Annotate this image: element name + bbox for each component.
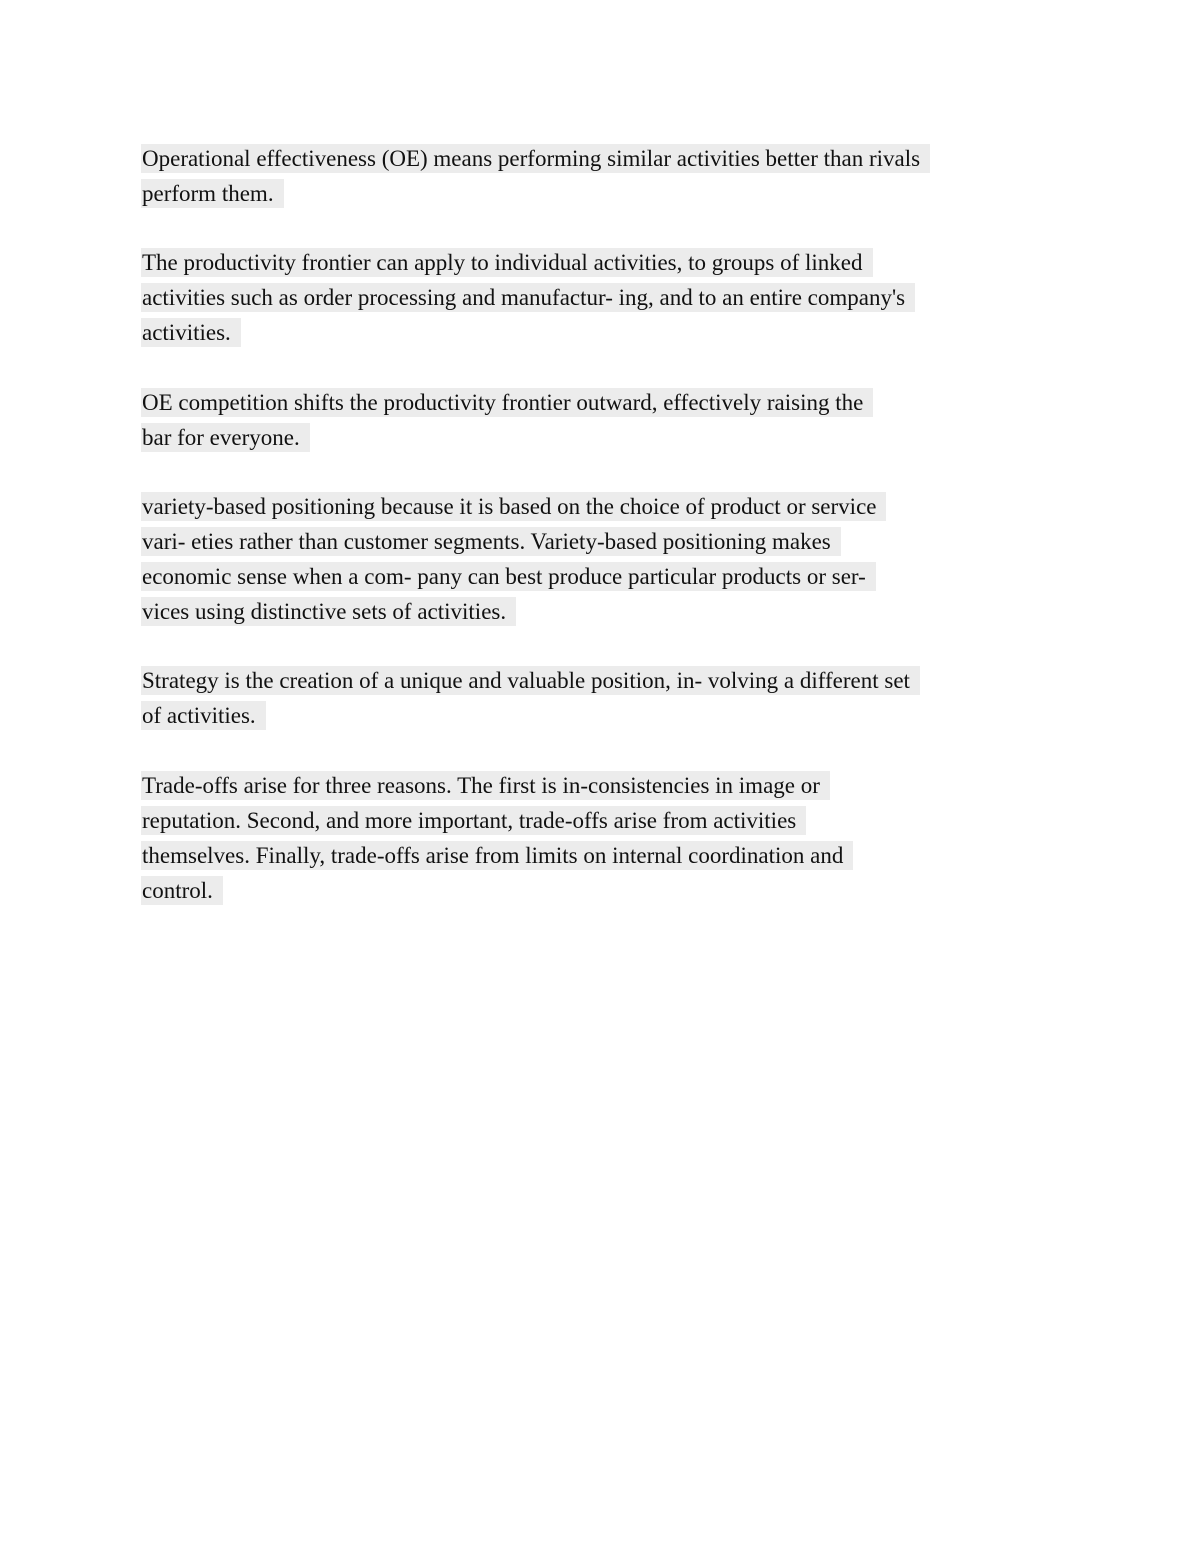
paragraph-line [141,489,886,524]
line-text: Trade-offs arise for three reasons. The first is in-consistencies in image or [141,771,830,800]
paragraph-line [141,245,915,280]
paragraph-line [141,315,915,350]
line-text: activities. [141,318,241,347]
paragraph-line [141,803,853,838]
line-text: perform them. [141,179,284,208]
paragraph-line [141,176,930,211]
line-text: Strategy is the creation of a unique and valuable position, in- volving a different set [141,666,920,695]
paragraph-line [141,524,886,559]
line-text: variety-based positioning because it is based on the choice of product or service [141,492,886,521]
line-text: economic sense when a com- pany can best produce particular products or ser- [141,562,876,591]
line-text: control. [141,876,223,905]
line-text: activities such as order processing and manufactur- ing, and to an entire company's [141,283,915,312]
paragraph-variety-based-positioning [141,489,886,629]
line-text: themselves. Finally, trade-offs arise from limits on internal coordination and [141,841,853,870]
paragraph-line [141,768,853,803]
paragraph-operational-effectiveness [141,141,930,211]
line-text: vari- eties rather than customer segments. Variety-based positioning makes [141,527,841,556]
paragraph-line [141,420,873,455]
line-text: OE competition shifts the productivity frontier outward, effectively raising the [141,388,873,417]
line-text: of activities. [141,701,266,730]
paragraph-line [141,280,915,315]
line-text: reputation. Second, and more important, trade-offs arise from activities [141,806,806,835]
paragraph-oe-competition [141,385,873,455]
paragraph-line [141,559,886,594]
paragraph-line [141,385,873,420]
paragraph-strategy [141,663,920,733]
line-text: The productivity frontier can apply to individual activities, to groups of linked [141,248,873,277]
paragraph-line [141,663,920,698]
paragraph-productivity-frontier [141,245,915,350]
line-text: vices using distinctive sets of activities. [141,597,516,626]
line-text: bar for everyone. [141,423,310,452]
paragraph-line [141,594,886,629]
paragraph-line [141,141,930,176]
paragraph-line [141,698,920,733]
paragraph-line [141,873,853,908]
line-text: Operational effectiveness (OE) means performing similar activities better than rivals [141,144,930,173]
paragraph-trade-offs [141,768,853,908]
paragraph-line [141,838,853,873]
